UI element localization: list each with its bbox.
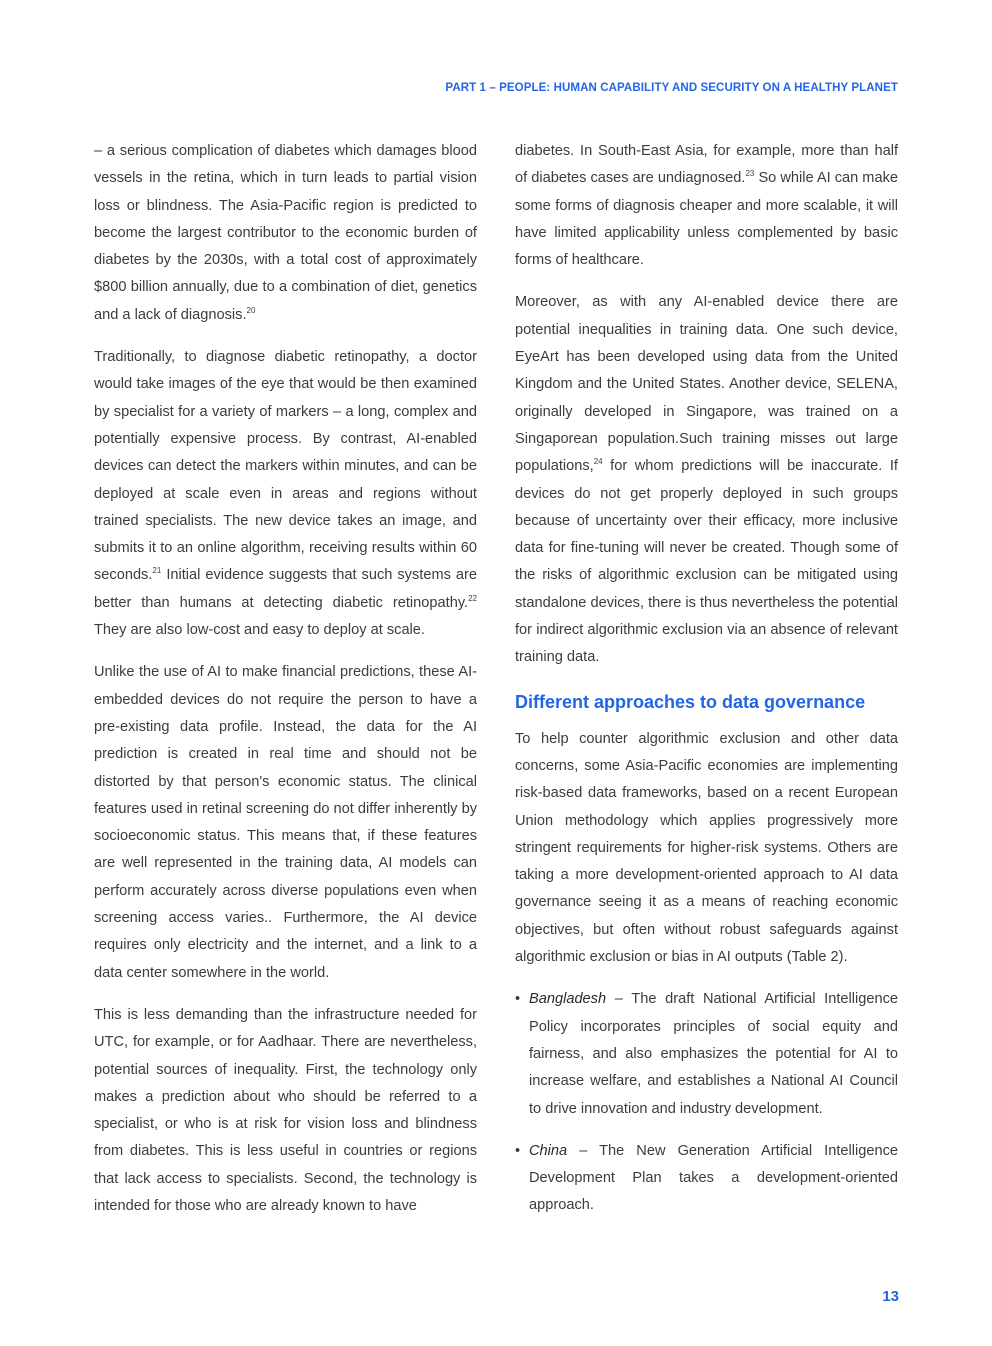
running-header: PART 1 – PEOPLE: HUMAN CAPABILITY AND SECURITY ON A HEALTHY PLANET <box>445 82 898 94</box>
footnote-ref[interactable]: 20 <box>246 305 256 315</box>
page-number: 13 <box>882 1288 899 1305</box>
paragraph: Unlike the use of AI to make financial predictions, these AI-embedded devices do not require the person to have a pre-existing data profile. Instead, the data for the AI prediction is created in real time and should not be distorted by that person's economic status. The clinical features used in retinal screening do not differ inherently by socioeconomic status. This means that, if these features are well represented in the training data, AI models can perform accurately across diverse populations even when screening access varies.. Furthermore, the AI device requires only electricity and the internet, and a link to a data center somewhere in the world. <box>94 664 477 981</box>
left-column <box>94 138 477 1235</box>
paragraph: Moreover, as with any AI-enabled device there are potential inequalities in training data. One such device, EyeArt has been developed using data from the United Kingdom and the United States. Another device, SELENA, originally developed in Singapore, was trained on a Singaporean population.Such training misses out large populations,$^{24}$ for whom predictions will be inaccurate. If devices do not get properly deployed in such groups because of uncertainty over their efficacy, more inclusive data for fine-tuning will never be created. Though some of the risks of algorithmic exclusion can be mitigated using standalone devices, there is thus nevertheless the potential for indirect algorithmic exclusion via an absence of relevant training data. <box>515 294 898 666</box>
footnote-ref[interactable]: 22 <box>468 593 477 603</box>
paragraph: Traditionally, to diagnose diabetic retinopathy, a doctor would take images of the eye that would be then examined by specialist for a variety of markers – a long, complex and potentially expensive process. By contrast, AI-enabled devices can detect the markers within minutes, and can be deployed at scale even in areas and regions without trained specialists. The new device takes an image, and submits it to an online algorithm, receiving results within 60 seconds.$^{21}$ Initial evidence suggests that such systems are better than humans at detecting diabetic retinopathy.$^{22}$ They are also low-cost and easy to deploy at scale. <box>94 349 477 639</box>
paragraph: To help counter algorithmic exclusion and other data concerns, some Asia-Pacific economies are implementing risk-based data frameworks, based on a recent European Union methodology which applies progressively more stringent requirements for higher-risk systems. Others are taking a more development-oriented approach to AI data governance seeing it as a means of reaching economic objectives, but often without robust safeguards against algorithmic exclusion or bias in AI outputs (Table 2). <box>515 730 898 966</box>
footnote-ref[interactable]: 24 <box>593 457 603 467</box>
bullet-icon: • <box>515 991 521 1008</box>
section-heading: Different approaches to data governance <box>515 691 866 712</box>
bullet-list <box>515 986 898 1219</box>
list-item: • Bangladesh – The draft National Artificial Intelligence Policy incorporates principles of social equity and fairness, and also emphasizes the potential for AI to increase welfare, and establishes a National AI Council to drive innovation and industry development. <box>515 986 898 1122</box>
paragraph: – a serious complication of diabetes which damages blood vessels in the retina, which in turn leads to partial vision loss or blindness. The Asia-Pacific region is predicted to become the largest contributor to the economic burden of diabetes by the 2030s, with a total cost of approximately $800 billion annually, due to a combination of diet, genetics and a lack of diagnosis.$^{20}$ <box>94 143 477 323</box>
right-column <box>515 138 898 1235</box>
paragraph: diabetes. In South-East Asia, for example, more than half of diabetes cases are undiagnosed.$^{23}$ So while AI can make some forms of diagnosis cheaper and more scalable, it will have limited applicability unless complemented by basic forms of healthcare. <box>515 143 898 269</box>
bullet-icon: • <box>515 1142 521 1159</box>
paragraph: This is less demanding than the infrastructure needed for UTC, for example, or for Aadhaar. There are nevertheless, potential sources of inequality. First, the technology only makes a prediction about who should be referred to a specialist, or who is at risk for vision loss and blindness from diabetes. This is less useful in countries or regions that lack access to specialists. Second, the technology is intended for those who are already known to have <box>94 1006 477 1214</box>
footnote-ref[interactable]: 23 <box>745 169 755 179</box>
footnote-ref[interactable]: 21 <box>152 566 162 576</box>
list-item: • China – The New Generation Artificial Intelligence Development Plan takes a development-oriented approach. <box>515 1138 898 1220</box>
